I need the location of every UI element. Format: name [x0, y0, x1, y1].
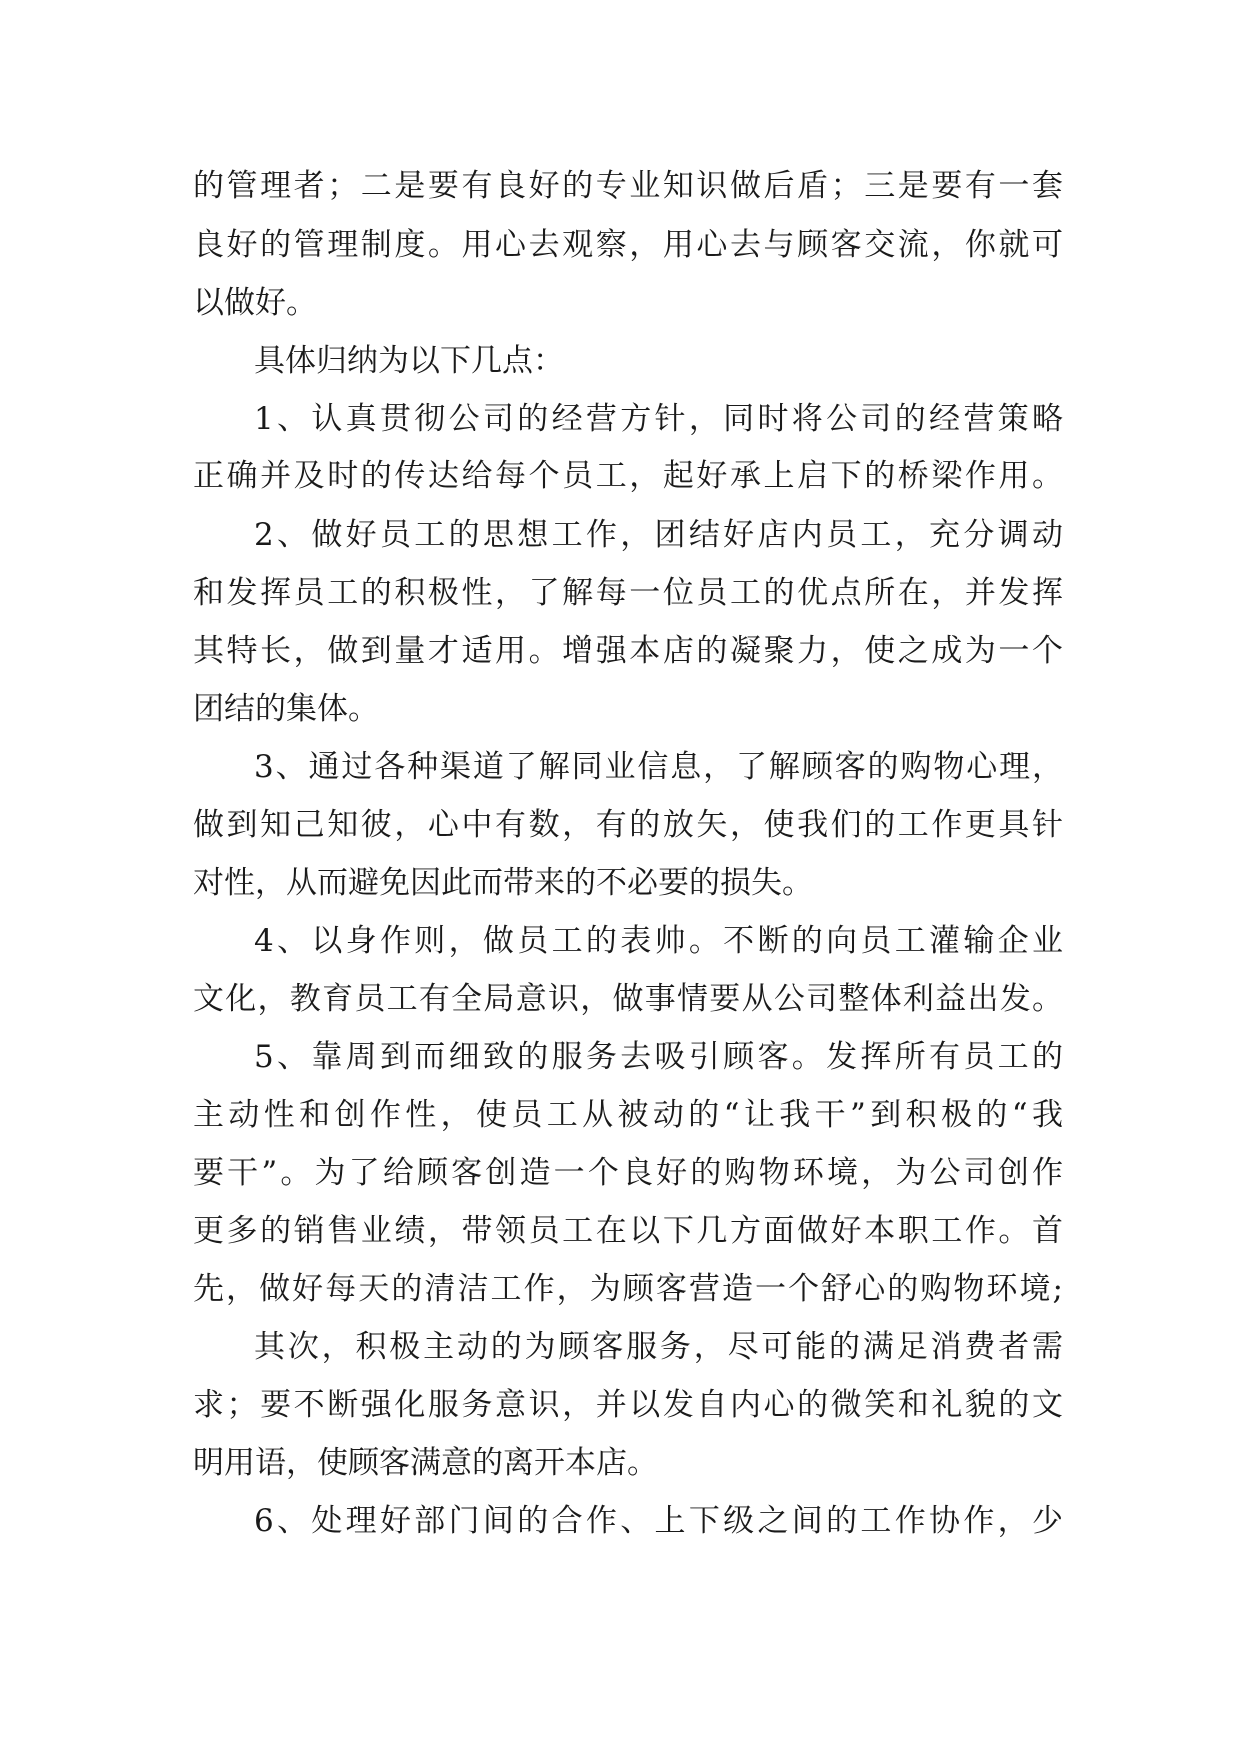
- text-line: 和发挥员工的积极性，了解每一位员工的优点所在，并发挥: [193, 575, 1063, 611]
- text-line: 1、认真贯彻公司的经营方针，同时将公司的经营策略: [254, 401, 1063, 437]
- text-line: 其次，积极主动的为顾客服务，尽可能的满足消费者需: [254, 1329, 1063, 1365]
- text-line: 5、靠周到而细致的服务去吸引顾客。发挥所有员工的: [254, 1039, 1063, 1075]
- text-line: 3、通过各种渠道了解同业信息，了解顾客的购物心理，: [254, 749, 1063, 785]
- text-line: 求；要不断强化服务意识，并以发自内心的微笑和礼貌的文: [193, 1387, 1063, 1423]
- text-line: 其特长，做到量才适用。增强本店的凝聚力，使之成为一个: [193, 633, 1063, 669]
- text-line: 团结的集体。: [193, 691, 379, 727]
- text-line: 6、处理好部门间的合作、上下级之间的工作协作，少: [254, 1503, 1063, 1539]
- text-line: 正确并及时的传达给每个员工，起好承上启下的桥梁作用。: [193, 458, 1063, 494]
- text-line: 2、做好员工的思想工作，团结好店内员工，充分调动: [254, 517, 1063, 553]
- text-line: 的管理者；二是要有良好的专业知识做后盾；三是要有一套: [193, 168, 1063, 204]
- text-line: 文化，教育员工有全局意识，做事情要从公司整体利益出发。: [193, 981, 1063, 1017]
- text-line: 明用语，使顾客满意的离开本店。: [193, 1445, 658, 1481]
- text-line: 对性，从而避免因此而带来的不必要的损失。: [193, 865, 813, 901]
- text-line: 4、以身作则，做员工的表帅。不断的向员工灌输企业: [254, 923, 1063, 959]
- text-line: 以做好。: [193, 285, 317, 321]
- text-line: 具体归纳为以下几点：: [254, 343, 564, 379]
- text-line: 先，做好每天的清洁工作，为顾客营造一个舒心的购物环境;: [193, 1271, 1063, 1307]
- text-line: 做到知己知彼，心中有数，有的放矢，使我们的工作更具针: [193, 807, 1063, 843]
- text-line: 良好的管理制度。用心去观察，用心去与顾客交流，你就可: [193, 227, 1063, 263]
- text-line: 更多的销售业绩，带领员工在以下几方面做好本职工作。首: [193, 1213, 1063, 1249]
- text-line: 主动性和创作性，使员工从被动的“让我干”到积极的“我: [193, 1097, 1063, 1133]
- text-line: 要干”。为了给顾客创造一个良好的购物环境，为公司创作: [193, 1155, 1063, 1191]
